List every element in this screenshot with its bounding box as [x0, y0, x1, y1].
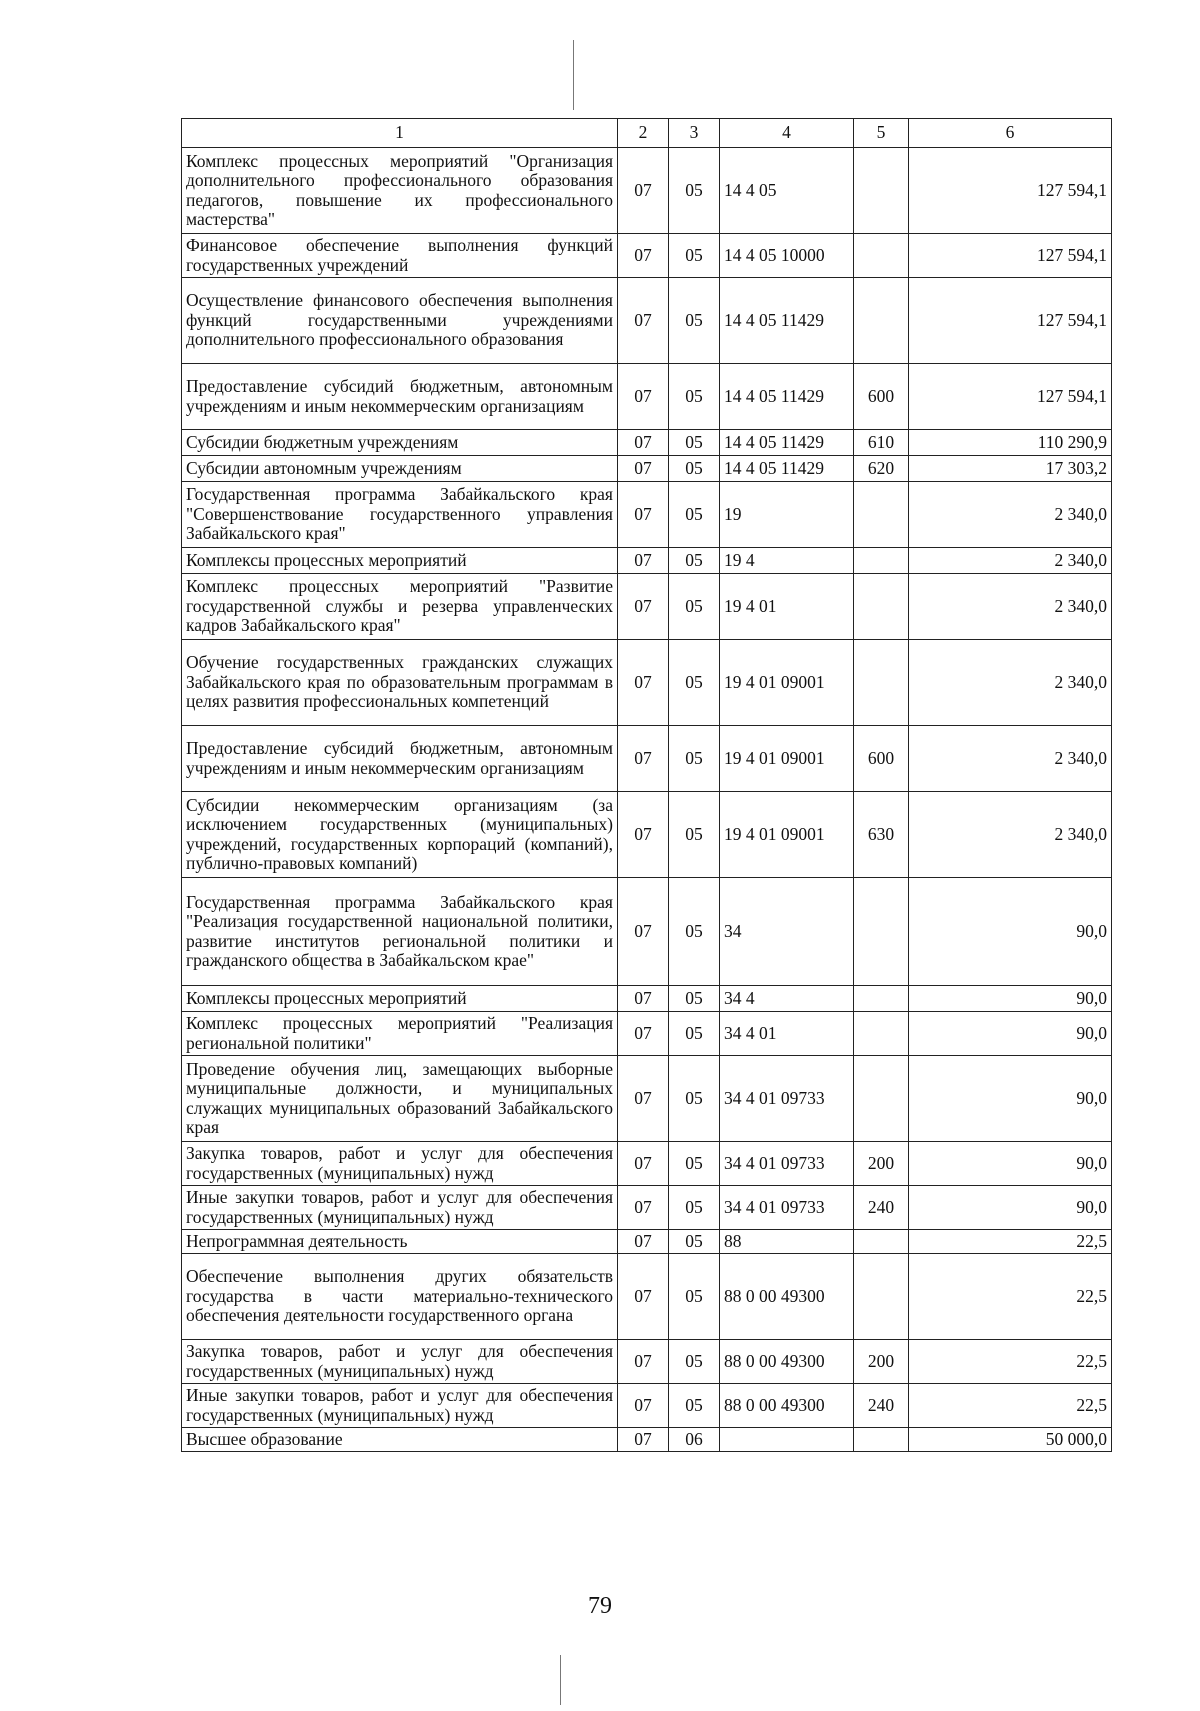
row-name: Непрограммная деятельность: [182, 1230, 618, 1254]
row-amount: 127 594,1: [909, 278, 1112, 364]
row-name: Проведение обучения лиц, замещающих выборные муниципальные должности, и муниципальных служащих муниципальных образований Забайкальского края: [182, 1056, 618, 1142]
row-subsection: 05: [669, 1186, 720, 1230]
row-target-code: 34 4: [720, 986, 854, 1012]
row-expense-type: [854, 482, 909, 548]
row-subsection: 05: [669, 456, 720, 482]
row-target-code: [720, 1428, 854, 1452]
row-section: 07: [618, 574, 669, 640]
row-section: 07: [618, 430, 669, 456]
header-cell: 6: [909, 119, 1112, 148]
row-subsection: 05: [669, 148, 720, 234]
row-amount: 22,5: [909, 1230, 1112, 1254]
row-section: 07: [618, 548, 669, 574]
row-amount: 2 340,0: [909, 792, 1112, 878]
row-subsection: 05: [669, 640, 720, 726]
row-expense-type: [854, 986, 909, 1012]
row-amount: 110 290,9: [909, 430, 1112, 456]
row-section: 07: [618, 1230, 669, 1254]
row-subsection: 05: [669, 1056, 720, 1142]
row-expense-type: [854, 1056, 909, 1142]
row-target-code: 14 4 05: [720, 148, 854, 234]
table-row: [182, 1254, 1112, 1340]
row-name: Субсидии бюджетным учреждениям: [182, 430, 618, 456]
row-amount: 2 340,0: [909, 574, 1112, 640]
header-cell: 4: [720, 119, 854, 148]
table-row: [182, 1428, 1112, 1452]
row-subsection: 05: [669, 1340, 720, 1384]
header-cell: 2: [618, 119, 669, 148]
row-subsection: 05: [669, 986, 720, 1012]
row-name: Обеспечение выполнения других обязательств государства в части материально-технического обеспечения деятельности государственного органа: [182, 1254, 618, 1340]
row-subsection: 05: [669, 430, 720, 456]
row-subsection: 05: [669, 482, 720, 548]
row-subsection: 05: [669, 726, 720, 792]
row-name: Высшее образование: [182, 1428, 618, 1452]
table-row: [182, 792, 1112, 878]
table-row: [182, 1186, 1112, 1230]
row-name: Государственная программа Забайкальского края "Совершенствование государственного управления Забайкальского края": [182, 482, 618, 548]
row-amount: 2 340,0: [909, 482, 1112, 548]
scan-mark-top: [573, 40, 574, 110]
table-row: [182, 640, 1112, 726]
row-subsection: 05: [669, 1230, 720, 1254]
row-expense-type: [854, 1230, 909, 1254]
row-name: Государственная программа Забайкальского края "Реализация государственной национальной политики, развитие институтов региональной политики и гражданского общества в Забайкальском крае": [182, 878, 618, 986]
row-target-code: 19 4: [720, 548, 854, 574]
row-amount: 2 340,0: [909, 640, 1112, 726]
row-target-code: 34 4 01 09733: [720, 1056, 854, 1142]
row-target-code: 88 0 00 49300: [720, 1254, 854, 1340]
page-number: 79: [588, 1593, 612, 1619]
table-row: [182, 1012, 1112, 1056]
row-amount: 90,0: [909, 1186, 1112, 1230]
table-row: [182, 1056, 1112, 1142]
row-section: 07: [618, 1254, 669, 1340]
row-section: 07: [618, 986, 669, 1012]
row-subsection: 05: [669, 878, 720, 986]
row-name: Предоставление субсидий бюджетным, автономным учреждениям и иным некоммерческим организациям: [182, 726, 618, 792]
row-expense-type: [854, 574, 909, 640]
row-target-code: 19: [720, 482, 854, 548]
row-expense-type: 200: [854, 1340, 909, 1384]
row-target-code: 34 4 01 09733: [720, 1142, 854, 1186]
row-target-code: 14 4 05 11429: [720, 364, 854, 430]
row-amount: 90,0: [909, 1142, 1112, 1186]
row-subsection: 05: [669, 1142, 720, 1186]
row-subsection: 05: [669, 548, 720, 574]
row-expense-type: 200: [854, 1142, 909, 1186]
row-amount: 127 594,1: [909, 364, 1112, 430]
table-row: [182, 1384, 1112, 1428]
row-target-code: 19 4 01 09001: [720, 792, 854, 878]
row-target-code: 34 4 01 09733: [720, 1186, 854, 1230]
row-name: Субсидии некоммерческим организациям (за исключением государственных (муниципальных) учреждений, государственных корпораций (компаний), публично-правовых компаний): [182, 792, 618, 878]
row-expense-type: 620: [854, 456, 909, 482]
row-name: Обучение государственных гражданских служащих Забайкальского края по образовательным программам в целях развития профессиональных компетенций: [182, 640, 618, 726]
row-subsection: 05: [669, 792, 720, 878]
row-name: Субсидии автономным учреждениям: [182, 456, 618, 482]
row-name: Комплекс процессных мероприятий "Реализация региональной политики": [182, 1012, 618, 1056]
row-name: Закупка товаров, работ и услуг для обеспечения государственных (муниципальных) нужд: [182, 1142, 618, 1186]
row-expense-type: [854, 548, 909, 574]
row-section: 07: [618, 234, 669, 278]
row-section: 07: [618, 1142, 669, 1186]
header-cell: 1: [182, 119, 618, 148]
scan-mark-bottom: [560, 1655, 561, 1705]
row-amount: 22,5: [909, 1340, 1112, 1384]
row-target-code: 14 4 05 10000: [720, 234, 854, 278]
row-section: 07: [618, 1056, 669, 1142]
row-section: 07: [618, 1186, 669, 1230]
row-section: 07: [618, 878, 669, 986]
row-target-code: 19 4 01 09001: [720, 726, 854, 792]
row-name: Предоставление субсидий бюджетным, автономным учреждениям и иным некоммерческим организациям: [182, 364, 618, 430]
row-subsection: 05: [669, 234, 720, 278]
row-name: Комплексы процессных мероприятий: [182, 548, 618, 574]
row-target-code: 14 4 05 11429: [720, 278, 854, 364]
row-amount: 127 594,1: [909, 148, 1112, 234]
row-amount: 90,0: [909, 986, 1112, 1012]
table-row: [182, 1340, 1112, 1384]
row-amount: 2 340,0: [909, 548, 1112, 574]
row-expense-type: 600: [854, 726, 909, 792]
row-section: 07: [618, 456, 669, 482]
budget-table: [181, 118, 1112, 1452]
row-subsection: 05: [669, 1012, 720, 1056]
table-row: [182, 574, 1112, 640]
table-row: [182, 878, 1112, 986]
row-name: Комплексы процессных мероприятий: [182, 986, 618, 1012]
row-amount: 22,5: [909, 1384, 1112, 1428]
row-name: Иные закупки товаров, работ и услуг для обеспечения государственных (муниципальных) нужд: [182, 1186, 618, 1230]
row-expense-type: [854, 1254, 909, 1340]
row-name: Иные закупки товаров, работ и услуг для обеспечения государственных (муниципальных) нужд: [182, 1384, 618, 1428]
row-section: 07: [618, 148, 669, 234]
row-target-code: 19 4 01 09001: [720, 640, 854, 726]
row-subsection: 05: [669, 278, 720, 364]
row-amount: 127 594,1: [909, 234, 1112, 278]
row-name: Комплекс процессных мероприятий "Организация дополнительного профессионального образования педагогов, повышение их профессионального мастерства": [182, 148, 618, 234]
table-row: [182, 364, 1112, 430]
row-subsection: 05: [669, 1384, 720, 1428]
table-row: [182, 456, 1112, 482]
row-expense-type: 600: [854, 364, 909, 430]
row-amount: 50 000,0: [909, 1428, 1112, 1452]
row-target-code: 14 4 05 11429: [720, 456, 854, 482]
table-row: [182, 726, 1112, 792]
row-amount: 90,0: [909, 1056, 1112, 1142]
row-name: Закупка товаров, работ и услуг для обеспечения государственных (муниципальных) нужд: [182, 1340, 618, 1384]
row-target-code: 34: [720, 878, 854, 986]
row-expense-type: [854, 234, 909, 278]
row-expense-type: [854, 278, 909, 364]
row-subsection: 06: [669, 1428, 720, 1452]
row-section: 07: [618, 482, 669, 548]
row-target-code: 14 4 05 11429: [720, 430, 854, 456]
row-section: 07: [618, 640, 669, 726]
row-target-code: 34 4 01: [720, 1012, 854, 1056]
row-amount: 2 340,0: [909, 726, 1112, 792]
row-amount: 90,0: [909, 878, 1112, 986]
row-target-code: 88 0 00 49300: [720, 1384, 854, 1428]
row-section: 07: [618, 1340, 669, 1384]
table-row: [182, 278, 1112, 364]
row-target-code: 19 4 01: [720, 574, 854, 640]
row-expense-type: [854, 148, 909, 234]
row-expense-type: [854, 1428, 909, 1452]
row-target-code: 88 0 00 49300: [720, 1340, 854, 1384]
row-amount: 22,5: [909, 1254, 1112, 1340]
header-cell: 3: [669, 119, 720, 148]
header-cell: 5: [854, 119, 909, 148]
row-expense-type: 240: [854, 1384, 909, 1428]
row-section: 07: [618, 1012, 669, 1056]
table-row: [182, 482, 1112, 548]
row-expense-type: [854, 640, 909, 726]
row-name: Комплекс процессных мероприятий "Развитие государственной службы и резерва управленческих кадров Забайкальского края": [182, 574, 618, 640]
row-amount: 17 303,2: [909, 456, 1112, 482]
row-amount: 90,0: [909, 1012, 1112, 1056]
table-row: [182, 548, 1112, 574]
row-target-code: 88: [720, 1230, 854, 1254]
row-expense-type: [854, 1012, 909, 1056]
table-header-row: [182, 119, 1112, 148]
row-section: 07: [618, 1384, 669, 1428]
row-section: 07: [618, 792, 669, 878]
row-expense-type: 240: [854, 1186, 909, 1230]
row-section: 07: [618, 278, 669, 364]
row-subsection: 05: [669, 574, 720, 640]
row-expense-type: [854, 878, 909, 986]
table-row: [182, 430, 1112, 456]
row-subsection: 05: [669, 364, 720, 430]
row-name: Осуществление финансового обеспечения выполнения функций государственными учреждениями дополнительного профессионального образования: [182, 278, 618, 364]
table-row: [182, 148, 1112, 234]
row-expense-type: 610: [854, 430, 909, 456]
row-subsection: 05: [669, 1254, 720, 1340]
table-row: [182, 1142, 1112, 1186]
row-section: 07: [618, 1428, 669, 1452]
row-expense-type: 630: [854, 792, 909, 878]
row-section: 07: [618, 364, 669, 430]
table-row: [182, 1230, 1112, 1254]
table-row: [182, 234, 1112, 278]
row-section: 07: [618, 726, 669, 792]
table-row: [182, 986, 1112, 1012]
row-name: Финансовое обеспечение выполнения функций государственных учреждений: [182, 234, 618, 278]
